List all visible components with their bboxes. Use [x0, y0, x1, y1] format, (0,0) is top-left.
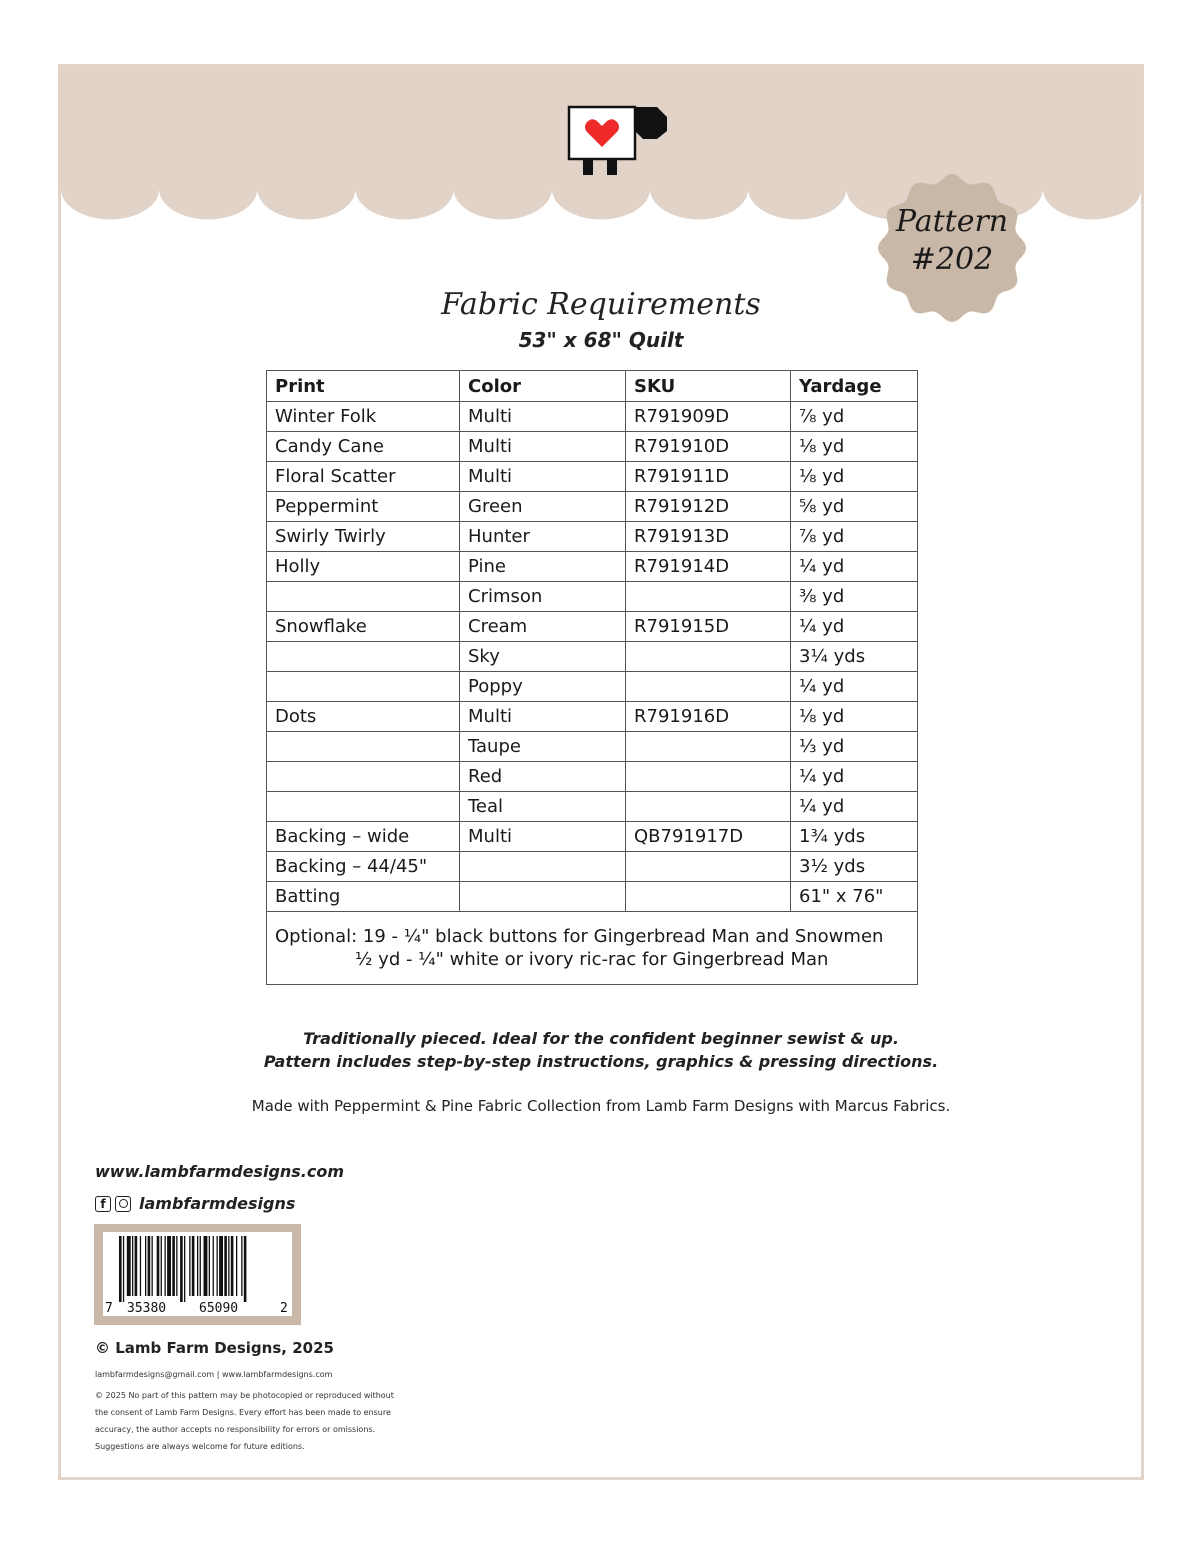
barcode-bar [132, 1236, 133, 1296]
social-handles [95, 1194, 295, 1213]
barcode-bar [127, 1236, 131, 1296]
cell-sku: R791909D [626, 402, 791, 432]
cell-yardage: ⅛ yd [791, 432, 918, 462]
cell-color: Multi [460, 402, 626, 432]
barcode-bar [209, 1236, 210, 1296]
page-title: Fabric Requirements [441, 287, 761, 322]
cell-color [460, 882, 626, 912]
cell-print: Backing – 44/45" [267, 852, 460, 882]
cell-print [267, 582, 460, 612]
cell-yardage: ¼ yd [791, 552, 918, 582]
table-row [267, 642, 918, 672]
barcode-bar [167, 1236, 171, 1296]
cell-yardage: ⅓ yd [791, 732, 918, 762]
cell-print [267, 642, 460, 672]
barcode-bar [224, 1236, 227, 1296]
cell-yardage: 61" x 76" [791, 882, 918, 912]
column-header-color: Color [460, 371, 626, 402]
cell-color [460, 852, 626, 882]
cell-sku [626, 852, 791, 882]
cell-yardage: ⅛ yd [791, 702, 918, 732]
table-row [267, 732, 918, 762]
optional-note [267, 912, 918, 985]
cell-color: Teal [460, 792, 626, 822]
barcode-frame [94, 1224, 301, 1325]
cell-sku [626, 882, 791, 912]
social-handle[interactable]: lambfarmdesigns [139, 1194, 296, 1213]
table-row [267, 762, 918, 792]
cell-yardage: ⅜ yd [791, 582, 918, 612]
cell-print: Winter Folk [267, 402, 460, 432]
cell-sku: R791915D [626, 612, 791, 642]
table-row [267, 822, 918, 852]
cell-print: Batting [267, 882, 460, 912]
cell-yardage: ⅛ yd [791, 462, 918, 492]
cell-color: Pine [460, 552, 626, 582]
optional-line-1: Optional: 19 - ¼" black buttons for Gingerbread Man and Snowmen [275, 926, 884, 947]
cell-color: Multi [460, 822, 626, 852]
barcode [103, 1232, 292, 1316]
fabric-collection-note: Made with Peppermint & Pine Fabric Collection from Lamb Farm Designs with Marcus Fabrics. [251, 1097, 951, 1115]
fabric-requirements-table [266, 370, 918, 985]
optional-line-2: ½ yd - ¼" white or ivory ric-rac for Gingerbread Man [355, 949, 829, 970]
page-frame [58, 64, 1144, 1480]
cell-print [267, 672, 460, 702]
cell-color: Multi [460, 702, 626, 732]
cell-sku: R791913D [626, 522, 791, 552]
table-row [267, 492, 918, 522]
cell-yardage: ¼ yd [791, 612, 918, 642]
column-header-yardage: Yardage [791, 371, 918, 402]
barcode-bar [184, 1236, 185, 1302]
cell-color: Multi [460, 432, 626, 462]
cell-color: Red [460, 762, 626, 792]
barcode-bar [140, 1236, 141, 1296]
cell-print [267, 732, 460, 762]
cell-color: Sky [460, 642, 626, 672]
cell-print [267, 762, 460, 792]
cell-print: Swirly Twirly [267, 522, 460, 552]
barcode-digit-first: 7 [105, 1301, 113, 1316]
table-row [267, 702, 918, 732]
facebook-icon[interactable]: f [95, 1196, 111, 1212]
barcode-bar [119, 1236, 122, 1302]
pattern-tagline: Traditionally pieced. Ideal for the confident beginner sewist & up. Pattern includes step-by-step instructions, graphics & pressing directions. [263, 1029, 939, 1071]
cell-yardage: ¼ yd [791, 672, 918, 702]
website-url[interactable]: www.lambfarmdesigns.com [95, 1162, 345, 1181]
contact-line: lambfarmdesigns@gmail.com | www.lambfarmdesigns.com [95, 1370, 333, 1379]
cell-sku [626, 642, 791, 672]
barcode-bar [231, 1236, 234, 1296]
cell-color: Crimson [460, 582, 626, 612]
cell-sku [626, 762, 791, 792]
cell-print [267, 792, 460, 822]
cell-yardage: ⅝ yd [791, 492, 918, 522]
cell-sku: R791910D [626, 432, 791, 462]
cell-print: Backing – wide [267, 822, 460, 852]
pattern-number: Pattern #202 [895, 204, 1009, 277]
cell-sku: R791911D [626, 462, 791, 492]
barcode-bar [172, 1236, 175, 1296]
barcode-bar [123, 1236, 124, 1302]
barcode-bar [217, 1236, 218, 1296]
barcode-bars [117, 1236, 282, 1302]
table-row [267, 552, 918, 582]
cell-yardage: ¼ yd [791, 792, 918, 822]
column-header-print: Print [267, 371, 460, 402]
cell-sku [626, 582, 791, 612]
cell-color: Multi [460, 462, 626, 492]
table-body [267, 402, 918, 912]
cell-yardage: ⅞ yd [791, 402, 918, 432]
cell-sku [626, 732, 791, 762]
barcode-bar [165, 1236, 166, 1296]
cell-sku [626, 792, 791, 822]
cell-print: Holly [267, 552, 460, 582]
cell-sku: QB791917D [626, 822, 791, 852]
table-row [267, 612, 918, 642]
column-header-sku: SKU [626, 371, 791, 402]
table-row [267, 402, 918, 432]
barcode-bar [244, 1236, 247, 1302]
cell-sku: R791914D [626, 552, 791, 582]
cell-print: Dots [267, 702, 460, 732]
cell-color: Taupe [460, 732, 626, 762]
cell-sku [626, 672, 791, 702]
table-row [267, 582, 918, 612]
barcode-bar [236, 1236, 237, 1296]
sheep-logo-icon [563, 101, 669, 181]
barcode-bar [189, 1236, 190, 1296]
barcode-bar [213, 1236, 214, 1296]
barcode-bar [145, 1236, 146, 1296]
copyright: © Lamb Farm Designs, 2025 [95, 1339, 334, 1357]
barcode-bar [157, 1236, 160, 1296]
cell-color: Cream [460, 612, 626, 642]
cell-yardage: 3½ yds [791, 852, 918, 882]
barcode-bar [219, 1236, 223, 1296]
barcode-bar [192, 1236, 195, 1296]
cell-sku: R791912D [626, 492, 791, 522]
table-row [267, 672, 918, 702]
barcode-digits-right: 65090 [199, 1301, 239, 1316]
barcode-bar [135, 1236, 138, 1296]
barcode-bar [241, 1236, 242, 1296]
cell-yardage: ¼ yd [791, 762, 918, 792]
table-row [267, 792, 918, 822]
cell-color: Hunter [460, 522, 626, 552]
cell-yardage: 1¾ yds [791, 822, 918, 852]
barcode-bar [148, 1236, 151, 1296]
cell-print: Snowflake [267, 612, 460, 642]
barcode-bar [200, 1236, 201, 1296]
table-row [267, 432, 918, 462]
cell-color: Poppy [460, 672, 626, 702]
barcode-bar [161, 1236, 162, 1296]
table-header-row [267, 371, 918, 402]
barcode-bar [180, 1236, 183, 1302]
quilt-size: 53" x 68" Quilt [518, 328, 684, 352]
barcode-digit-last: 2 [280, 1301, 288, 1316]
table-row [267, 852, 918, 882]
legal-notice: © 2025 No part of this pattern may be photocopied or reproduced without the consent of Lamb Farm Designs. Every effort has been made to ensure accuracy, the author accepts no responsibility for errors or omissions. Suggestions are always welcome for future editions. [95, 1391, 394, 1451]
barcode-bar [197, 1236, 198, 1296]
instagram-icon[interactable] [115, 1196, 131, 1212]
barcode-bar [176, 1236, 177, 1296]
cell-sku: R791916D [626, 702, 791, 732]
barcode-bar [204, 1236, 208, 1296]
cell-print: Floral Scatter [267, 462, 460, 492]
barcode-bar [152, 1236, 153, 1296]
cell-print: Candy Cane [267, 432, 460, 462]
cell-yardage: 3¼ yds [791, 642, 918, 672]
cell-yardage: ⅞ yd [791, 522, 918, 552]
table-row [267, 522, 918, 552]
barcode-bar [228, 1236, 229, 1296]
optional-row [267, 912, 918, 985]
barcode-digits-left: 35380 [127, 1301, 167, 1316]
table-row [267, 462, 918, 492]
table-row [267, 882, 918, 912]
cell-color: Green [460, 492, 626, 522]
cell-print: Peppermint [267, 492, 460, 522]
